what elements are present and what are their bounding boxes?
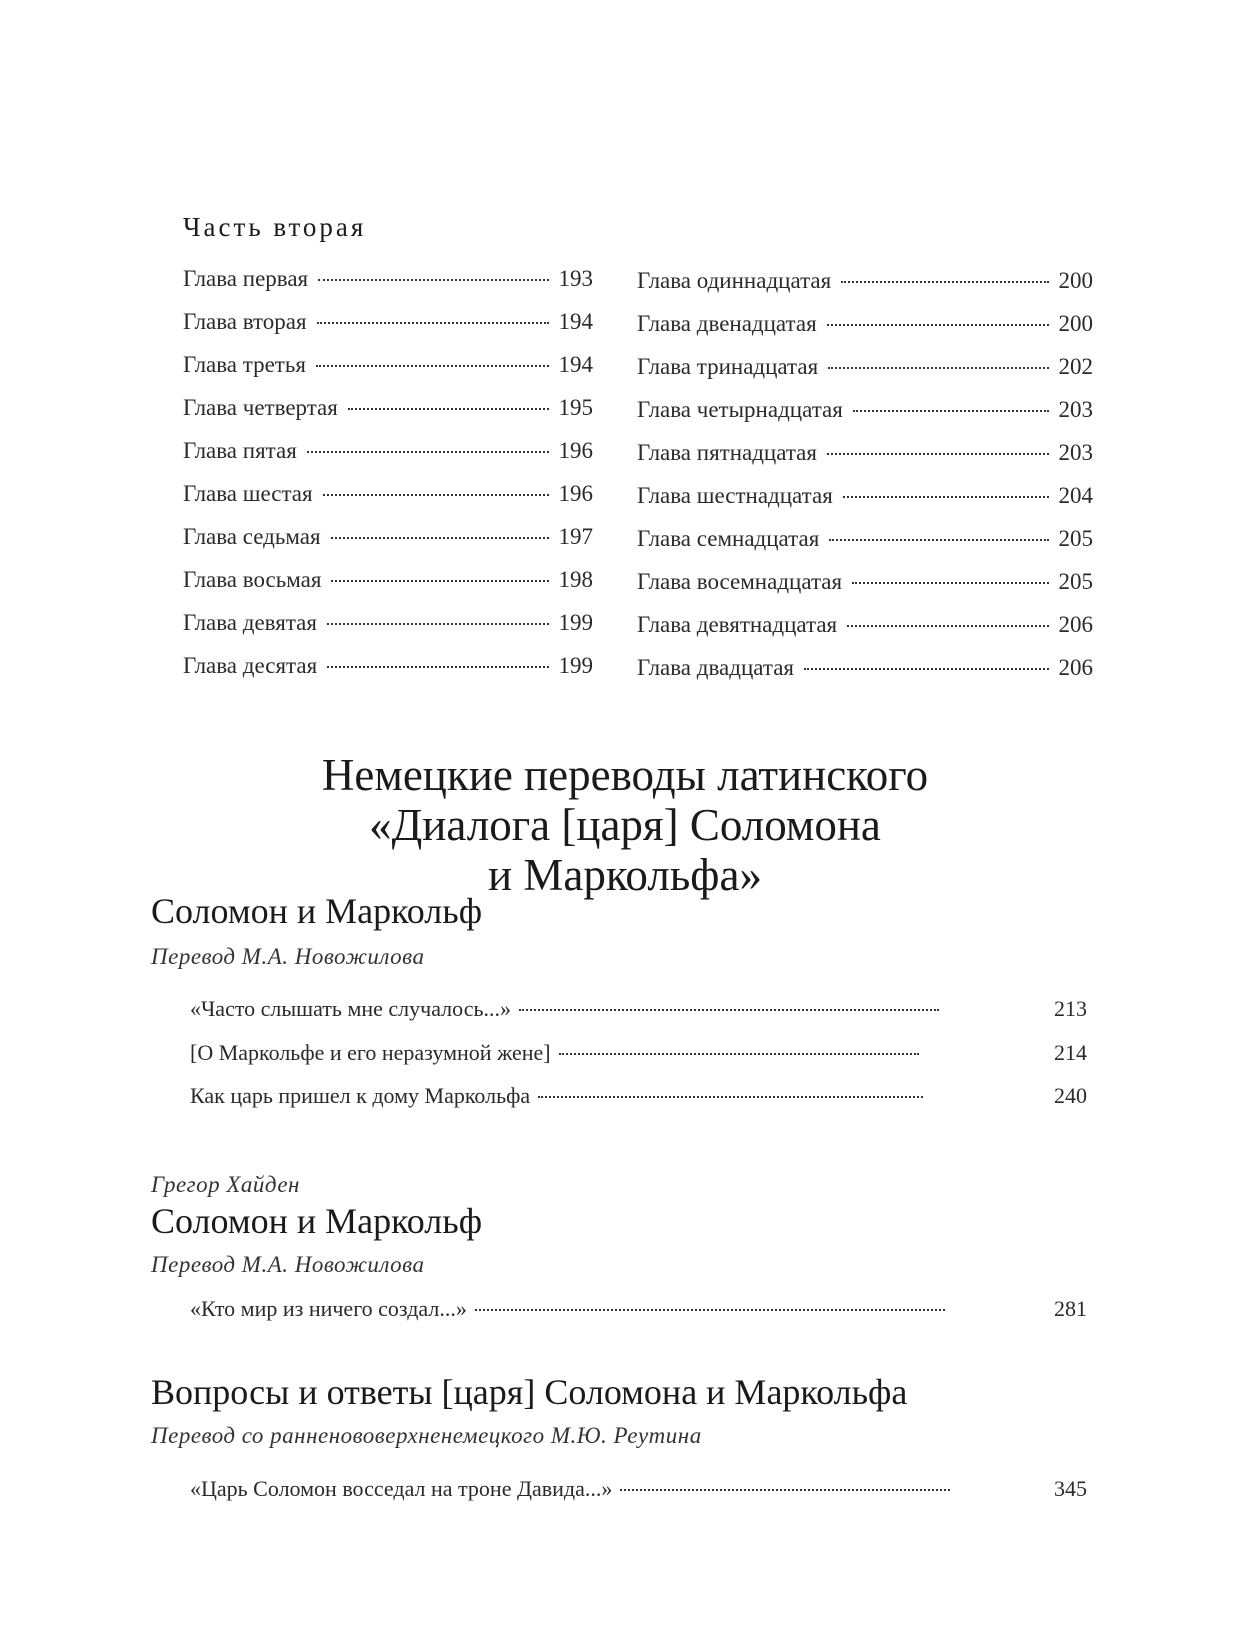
chapter-page: 204 bbox=[1058, 483, 1093, 508]
dot-leader bbox=[348, 408, 549, 410]
chapter-page: 196 bbox=[558, 438, 593, 463]
chapter-label: Глава восемнадцатая bbox=[637, 569, 843, 594]
toc-entry[interactable] bbox=[190, 1296, 1087, 1322]
chapter-label: Глава пятнадцатая bbox=[637, 440, 817, 465]
main-title-line-1: Немецкие переводы латинского bbox=[321, 750, 929, 800]
toc-entry[interactable] bbox=[183, 653, 593, 683]
toc-entry[interactable] bbox=[637, 483, 1093, 513]
main-title-line-3: и Маркольфа» bbox=[488, 850, 762, 900]
toc-entry[interactable] bbox=[190, 1040, 1087, 1066]
part-title: Часть вторая bbox=[183, 212, 367, 242]
chapter-label: Глава девятая bbox=[183, 610, 317, 635]
toc-entry[interactable] bbox=[183, 309, 593, 339]
section-translator: Перевод М.А. Новожилова bbox=[151, 944, 425, 969]
dot-leader bbox=[327, 666, 548, 668]
entry-label: Как царь пришел к дому Маркольфа bbox=[190, 1083, 531, 1108]
chapter-page: 197 bbox=[558, 524, 593, 549]
chapter-label: Глава двенадцатая bbox=[637, 311, 817, 336]
chapter-label: Глава шестая bbox=[183, 481, 313, 506]
entry-page: 240 bbox=[1054, 1083, 1087, 1108]
chapter-page: 203 bbox=[1058, 397, 1093, 422]
entry-page: 214 bbox=[1054, 1040, 1087, 1065]
chapter-page: 195 bbox=[558, 395, 593, 420]
dot-leader bbox=[853, 410, 1049, 412]
section-author: Грегор Хайден bbox=[151, 1172, 300, 1197]
dot-leader bbox=[804, 668, 1049, 670]
section-title: Соломон и Маркольф bbox=[151, 891, 483, 931]
main-title-line-2: «Диалога [царя] Соломона bbox=[369, 800, 881, 850]
toc-entry[interactable] bbox=[637, 311, 1093, 341]
dot-leader bbox=[829, 539, 1048, 541]
dot-leader bbox=[318, 279, 548, 281]
chapter-label: Глава первая bbox=[183, 266, 309, 291]
chapter-label: Глава четвертая bbox=[183, 395, 338, 420]
chapter-page: 193 bbox=[558, 266, 593, 291]
toc-entry[interactable] bbox=[637, 354, 1093, 384]
dot-leader bbox=[316, 365, 549, 367]
section-title: Соломон и Маркольф bbox=[151, 1201, 483, 1241]
toc-entry[interactable] bbox=[183, 352, 593, 382]
section-title: Вопросы и ответы [царя] Соломона и Маркольфа bbox=[151, 1372, 908, 1412]
entry-label: «Часто слышать мне случалось...» bbox=[190, 996, 512, 1021]
chapter-page: 206 bbox=[1058, 612, 1093, 637]
entry-page: 213 bbox=[1054, 996, 1087, 1021]
chapter-label: Глава пятая bbox=[183, 438, 297, 463]
dot-leader bbox=[327, 623, 549, 625]
dot-leader bbox=[559, 1053, 919, 1055]
chapter-page: 199 bbox=[558, 653, 593, 678]
toc-entry[interactable] bbox=[637, 655, 1093, 685]
chapter-label: Глава семнадцатая bbox=[637, 526, 820, 551]
chapter-label: Глава вторая bbox=[183, 309, 307, 334]
dot-leader bbox=[852, 582, 1048, 584]
toc-entry[interactable] bbox=[183, 610, 593, 640]
chapter-page: 196 bbox=[558, 481, 593, 506]
toc-entry[interactable] bbox=[190, 1083, 1087, 1109]
chapter-label: Глава тринадцатая bbox=[637, 354, 819, 379]
section-translator: Перевод со ранненововерхненемецкого М.Ю. Реутина bbox=[151, 1423, 702, 1448]
chapter-page: 203 bbox=[1058, 440, 1093, 465]
dot-leader bbox=[475, 1309, 945, 1311]
toc-entry[interactable] bbox=[637, 440, 1093, 470]
toc-entry[interactable] bbox=[183, 524, 593, 554]
dot-leader bbox=[307, 451, 549, 453]
chapter-page: 198 bbox=[558, 567, 593, 592]
chapter-page: 200 bbox=[1058, 268, 1093, 293]
chapter-page: 199 bbox=[558, 610, 593, 635]
chapter-label: Глава десятая bbox=[183, 653, 318, 678]
dot-leader bbox=[841, 281, 1048, 283]
chapter-label: Глава двадцатая bbox=[637, 655, 794, 680]
toc-entry[interactable] bbox=[637, 397, 1093, 427]
dot-leader bbox=[620, 1489, 950, 1491]
dot-leader bbox=[323, 494, 549, 496]
toc-entry[interactable] bbox=[637, 268, 1093, 298]
dot-leader bbox=[317, 322, 549, 324]
chapter-page: 194 bbox=[558, 309, 593, 334]
chapter-page: 206 bbox=[1058, 655, 1093, 680]
toc-entry[interactable] bbox=[637, 569, 1093, 599]
entry-label: «Кто мир из ничего создал...» bbox=[190, 1296, 467, 1321]
toc-entry[interactable] bbox=[183, 481, 593, 511]
dot-leader bbox=[827, 324, 1049, 326]
entry-label: «Царь Соломон восседал на троне Давида...» bbox=[190, 1476, 613, 1501]
section-translator: Перевод М.А. Новожилова bbox=[151, 1252, 425, 1277]
toc-entry[interactable] bbox=[183, 438, 593, 468]
chapter-page: 205 bbox=[1058, 526, 1093, 551]
chapter-label: Глава одиннадцатая bbox=[637, 268, 832, 293]
chapter-page: 202 bbox=[1058, 354, 1093, 379]
dot-leader bbox=[538, 1096, 923, 1098]
chapter-label: Глава седьмая bbox=[183, 524, 321, 549]
dot-leader bbox=[828, 367, 1048, 369]
entry-label: [О Маркольфе и его неразумной жене] bbox=[190, 1040, 551, 1065]
dot-leader bbox=[843, 496, 1049, 498]
chapter-label: Глава восьмая bbox=[183, 567, 322, 592]
chapter-page: 205 bbox=[1058, 569, 1093, 594]
toc-entry[interactable] bbox=[183, 395, 593, 425]
chapter-page: 194 bbox=[558, 352, 593, 377]
dot-leader bbox=[331, 537, 549, 539]
toc-entry[interactable] bbox=[190, 1476, 1087, 1502]
toc-entry[interactable] bbox=[183, 567, 593, 597]
toc-entry[interactable] bbox=[183, 266, 593, 296]
chapter-label: Глава третья bbox=[183, 352, 306, 377]
toc-entry[interactable] bbox=[637, 612, 1093, 642]
dot-leader bbox=[331, 580, 548, 582]
chapter-label: Глава шестнадцатая bbox=[637, 483, 833, 508]
dot-leader bbox=[827, 453, 1049, 455]
main-title bbox=[180, 750, 1070, 900]
dot-leader bbox=[847, 625, 1048, 627]
entry-page: 345 bbox=[1054, 1476, 1087, 1501]
entry-page: 281 bbox=[1054, 1296, 1087, 1321]
toc-entry[interactable] bbox=[190, 996, 1087, 1022]
toc-entry[interactable] bbox=[637, 526, 1093, 556]
dot-leader bbox=[519, 1009, 939, 1011]
chapter-page: 200 bbox=[1058, 311, 1093, 336]
chapter-label: Глава четырнадцатая bbox=[637, 397, 843, 422]
chapter-label: Глава девятнадцатая bbox=[637, 612, 838, 637]
